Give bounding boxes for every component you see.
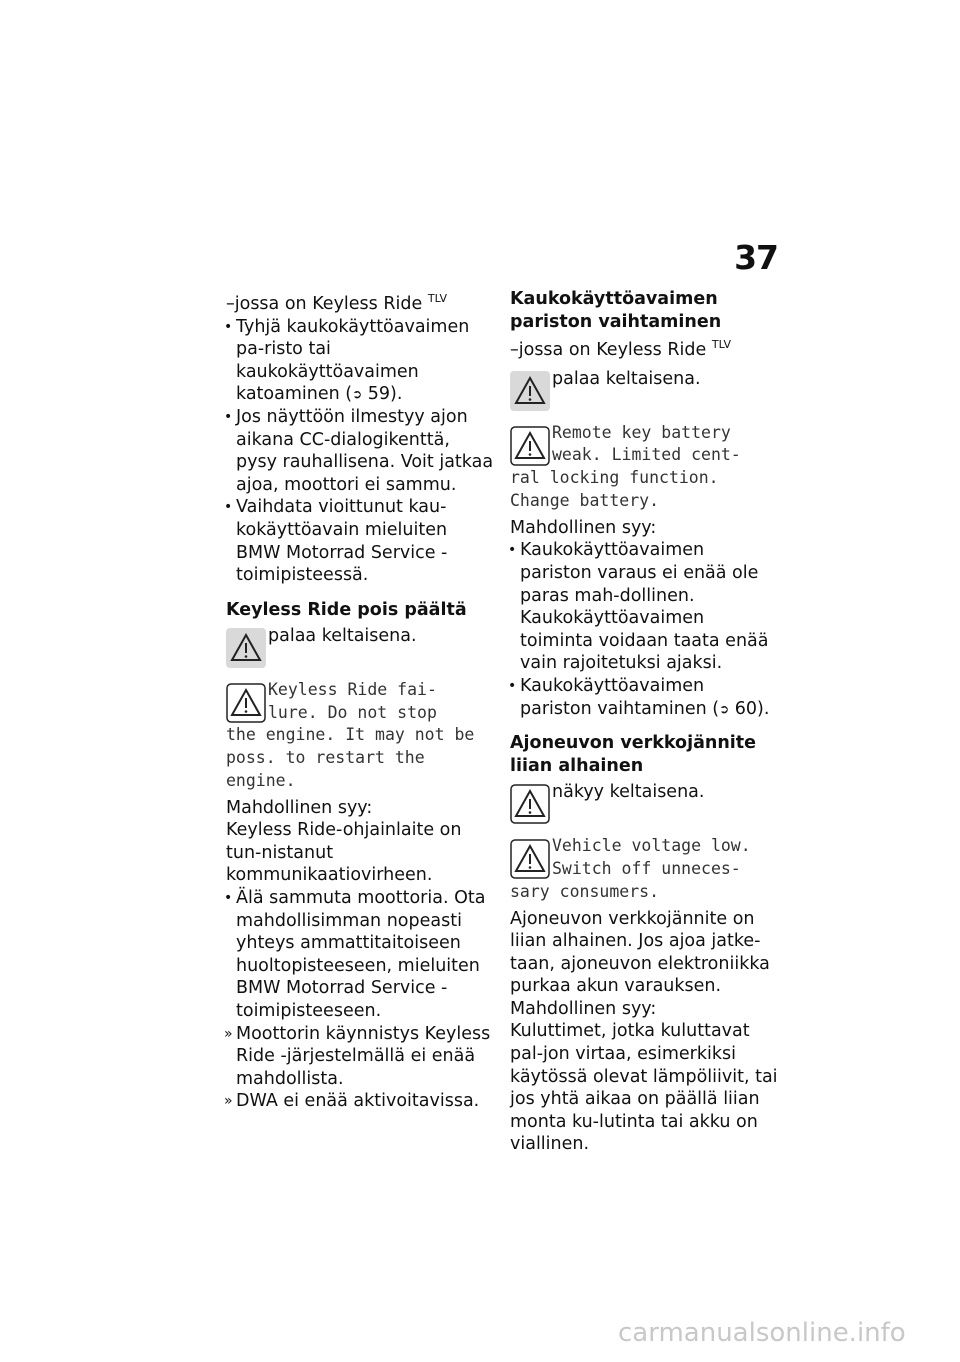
section-heading: Kaukokäyttöavaimen pariston vaihtaminen [510,289,722,332]
warning-triangle-icon [510,371,550,411]
page-number: 37 [734,238,778,277]
status-text: palaa keltaisena. [552,368,701,389]
paragraph: Kuluttimet, jotka kuluttavat pal-jon virtaa, esimerkiksi käytössä olevat lämpöliivit, tai jos yhtä aikaa on päällä liian monta ku-lutinta tai akku on viallinen. [510,1021,778,1155]
list-item: • Tyhjä kaukokäyttöavaimen pa-risto tai kaukokäyttöavaimen katoaminen (➲ 59). [226,316,494,406]
left-column [226,288,494,1113]
list-item: • Kaukokäyttöavaimen pariston varaus ei enää ole paras mah-dollinen. Kaukokäyttöavaimen toiminta voidaan taata enää vain rajoitetuksi ajaksi. [510,539,778,675]
status-text: näkyy keltaisena. [552,782,705,803]
warning-triangle-icon [510,426,550,466]
list-item: • Vaihdata vioittunut kau-kokäyttöavain mieluiten BMW Motorrad Service -toimipisteessä. [226,496,494,586]
arrow-ref-icon: ➲ [352,387,363,402]
result-item: » DWA ei enää aktivoitavissa. [226,1090,494,1113]
intro-line: –jossa on Keyless Ride $^{TLV}$ [226,292,448,314]
cause-text: Keyless Ride-ohjainlaite on tun-nistanut kommunikaatiovirheen. [226,820,462,886]
list-item: • Kaukokäyttöavaimen pariston vaihtaminen (➲ 60). [510,675,778,720]
cause-label: Mahdollinen syy: [510,998,657,1019]
display-message: Vehicle voltage low. Switch off unneces- sary consumers. [510,836,751,901]
intro-line: –jossa on Keyless Ride $^{TLV}$ [510,338,732,360]
cause-label: Mahdollinen syy: [510,517,657,538]
right-column [510,288,778,1156]
list-item: • Älä sammuta moottoria. Ota mahdollisimman nopeasti yhteys ammattitaitoiseen huoltopisteeseen, mieluiten BMW Motorrad Service -toimipisteeseen. [226,887,494,1023]
arrow-ref-icon: ➲ [719,701,730,716]
section-heading: Keyless Ride pois päältä [226,599,467,620]
warning-triangle-icon [510,839,550,879]
paragraph: Ajoneuvon verkkojännite on liian alhainen. Jos ajoa jatke-taan, ajoneuvon elektroniikka purkaa akun varauksen. [510,908,770,997]
warning-triangle-icon [226,628,266,668]
warning-row [510,781,778,825]
display-message: Keyless Ride fai- lure. Do not stop the engine. It may not be poss. to restart the engine. [226,679,475,790]
display-message: Remote key battery weak. Limited cent- ral locking function. Change battery. [510,422,741,510]
warning-triangle-icon [226,683,266,723]
warning-triangle-icon [510,784,550,824]
watermark: carmanualsonline.info [618,1318,906,1348]
list-item: • Jos näyttöön ilmestyy ajon aikana CC-dialogikenttä, pysy rauhallisena. Voit jatkaa ajoa, moottori ei sammu. [226,406,494,496]
cause-label: Mahdollinen syy: [226,797,373,818]
status-text: palaa keltaisena. [268,625,417,646]
section-heading: Ajoneuvon verkkojännite liian alhainen [510,733,757,777]
result-item: » Moottorin käynnistys Keyless Ride -järjestelmällä ei enää mahdollista. [226,1023,494,1091]
warning-row [226,625,494,669]
warning-row [510,368,778,412]
